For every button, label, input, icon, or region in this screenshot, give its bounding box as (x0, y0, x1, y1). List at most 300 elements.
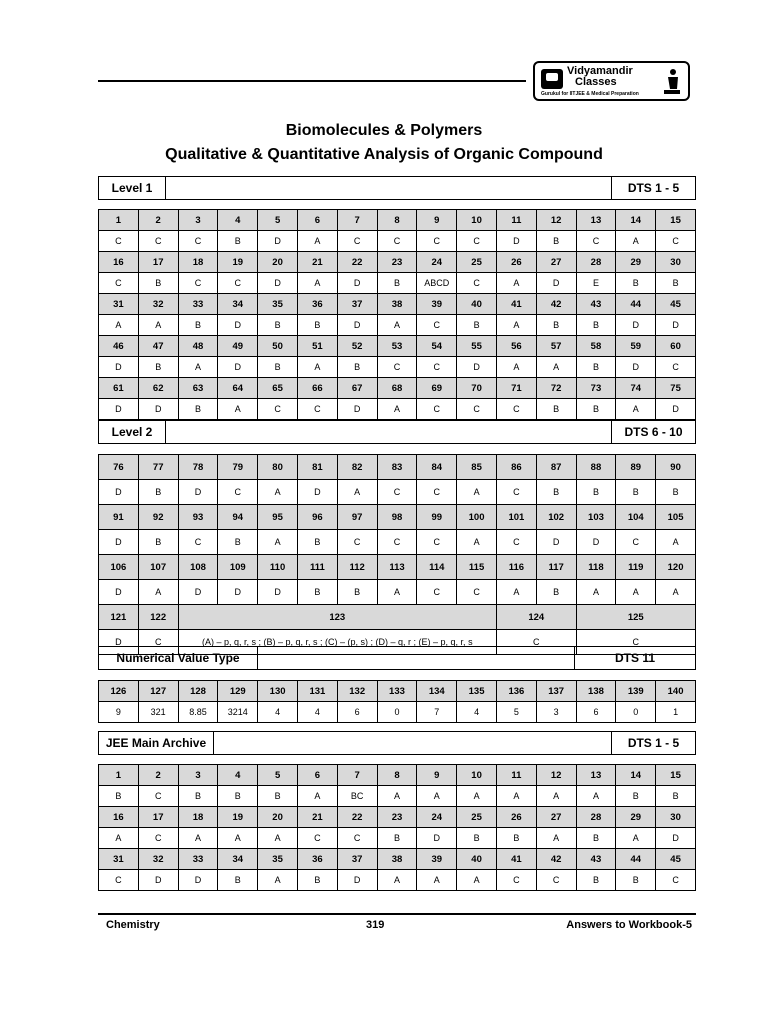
question-number: 98 (377, 505, 417, 530)
question-number: 138 (576, 681, 616, 702)
section-label: Numerical Value Type (99, 647, 258, 669)
answer-cell: 0 (616, 702, 656, 723)
answer-cell: B (616, 273, 656, 294)
answer-cell: A (99, 315, 139, 336)
answer-cell: C (576, 231, 616, 252)
logo-name (567, 66, 633, 88)
answer-cell: A (536, 786, 576, 807)
answer-cell: B (457, 828, 497, 849)
question-number: 44 (616, 294, 656, 315)
question-number: 33 (178, 294, 218, 315)
answer-row (99, 273, 696, 294)
question-number: 91 (99, 505, 139, 530)
answer-cell: D (99, 630, 139, 655)
logo-name-line1: Vidyamandir (567, 65, 633, 77)
answer-cell: D (99, 580, 139, 605)
book-icon (541, 69, 563, 89)
answer-cell: C (496, 630, 576, 655)
answer-cell: C (297, 828, 337, 849)
answer-cell: B (258, 315, 298, 336)
answer-cell: D (337, 315, 377, 336)
question-number: 80 (258, 455, 298, 480)
question-number: 78 (178, 455, 218, 480)
answer-cell: A (178, 357, 218, 378)
question-number: 14 (616, 765, 656, 786)
answer-cell: B (218, 231, 258, 252)
answer-cell: C (258, 399, 298, 420)
question-number: 28 (576, 252, 616, 273)
question-number: 56 (496, 336, 536, 357)
question-number: 140 (656, 681, 696, 702)
question-number: 112 (337, 555, 377, 580)
question-number: 13 (576, 210, 616, 231)
question-number: 26 (496, 252, 536, 273)
answer-cell: A (218, 828, 258, 849)
answer-cell: C (99, 273, 139, 294)
answer-cell: A (178, 828, 218, 849)
answer-cell: A (417, 870, 457, 891)
answer-cell: B (138, 480, 178, 505)
question-number: 49 (218, 336, 258, 357)
question-number: 73 (576, 378, 616, 399)
answer-cell: B (536, 231, 576, 252)
matrix-match-answer: (A) – p, q, r, s ; (B) – p, q, r, s ; (C) – (p, s) ; (D) – q, r ; (E) – p, q, r, s (178, 630, 496, 655)
answer-cell: A (218, 399, 258, 420)
dts-label: DTS 11 (574, 647, 695, 669)
answer-cell: A (377, 399, 417, 420)
answer-cell: C (656, 231, 696, 252)
answer-cell: B (297, 530, 337, 555)
answer-cell: 1 (656, 702, 696, 723)
question-number: 18 (178, 807, 218, 828)
question-number: 26 (496, 807, 536, 828)
question-number: 5 (258, 765, 298, 786)
answer-cell: C (656, 357, 696, 378)
question-number: 52 (337, 336, 377, 357)
question-number: 27 (536, 807, 576, 828)
question-number: 4 (218, 765, 258, 786)
answer-cell: B (616, 870, 656, 891)
answer-cell: A (99, 828, 139, 849)
answer-cell: 6 (576, 702, 616, 723)
footer-rule (98, 913, 696, 915)
question-number: 90 (656, 455, 696, 480)
answer-cell: A (258, 480, 298, 505)
question-number: 11 (496, 765, 536, 786)
page-subtitle: Qualitative & Quantitative Analysis of Organic Compound (165, 146, 603, 163)
question-number: 16 (99, 252, 139, 273)
answer-cell: 3214 (218, 702, 258, 723)
question-number-row (99, 455, 696, 480)
question-number: 131 (297, 681, 337, 702)
answer-cell: A (297, 786, 337, 807)
question-number: 14 (616, 210, 656, 231)
answer-row (99, 580, 696, 605)
teacher-figure-icon (662, 67, 682, 95)
question-number: 20 (258, 807, 298, 828)
question-number: 7 (337, 765, 377, 786)
answer-row (99, 480, 696, 505)
question-number: 133 (377, 681, 417, 702)
question-number: 109 (218, 555, 258, 580)
question-number: 29 (616, 252, 656, 273)
answer-cell: A (457, 870, 497, 891)
question-number: 93 (178, 505, 218, 530)
answer-cell: B (576, 315, 616, 336)
logo-name-line2: Classes (575, 76, 617, 88)
question-number: 12 (536, 210, 576, 231)
answer-cell: C (377, 530, 417, 555)
brand-logo (533, 61, 690, 101)
answer-cell: B (138, 357, 178, 378)
answer-cell: 6 (337, 702, 377, 723)
question-number: 32 (138, 849, 178, 870)
answer-cell: C (496, 399, 536, 420)
answer-cell: C (417, 530, 457, 555)
answer-cell: B (536, 315, 576, 336)
dts-label: DTS 6 - 10 (611, 421, 695, 443)
answer-cell: D (616, 315, 656, 336)
question-number: 130 (258, 681, 298, 702)
answer-cell: D (337, 399, 377, 420)
question-number: 1 (99, 765, 139, 786)
jee-header (98, 731, 696, 755)
question-number: 70 (457, 378, 497, 399)
question-number: 129 (218, 681, 258, 702)
answer-cell: D (178, 480, 218, 505)
question-number: 79 (218, 455, 258, 480)
question-number: 136 (496, 681, 536, 702)
answer-cell: D (218, 357, 258, 378)
question-number: 39 (417, 294, 457, 315)
question-number: 6 (297, 210, 337, 231)
question-number: 68 (377, 378, 417, 399)
answer-cell: B (616, 480, 656, 505)
answer-cell: B (576, 870, 616, 891)
answer-cell: B (536, 480, 576, 505)
answer-cell: D (656, 828, 696, 849)
answer-cell: A (496, 786, 536, 807)
answer-cell: C (138, 630, 178, 655)
answer-cell: D (258, 273, 298, 294)
question-number: 58 (576, 336, 616, 357)
answer-cell: A (297, 357, 337, 378)
question-number: 16 (99, 807, 139, 828)
question-number: 137 (536, 681, 576, 702)
answer-cell: C (138, 231, 178, 252)
question-number: 69 (417, 378, 457, 399)
question-number: 59 (616, 336, 656, 357)
question-number: 25 (457, 252, 497, 273)
question-number: 13 (576, 765, 616, 786)
answer-cell: C (377, 231, 417, 252)
answer-cell: B (536, 580, 576, 605)
answer-cell: B (576, 357, 616, 378)
question-number: 101 (496, 505, 536, 530)
answer-cell: B (496, 828, 536, 849)
question-number: 23 (377, 252, 417, 273)
answer-cell: D (536, 273, 576, 294)
question-number: 18 (178, 252, 218, 273)
question-number: 35 (258, 849, 298, 870)
question-number: 89 (616, 455, 656, 480)
answer-cell: C (417, 480, 457, 505)
answer-cell: A (616, 399, 656, 420)
question-number-row (99, 294, 696, 315)
question-number: 87 (536, 455, 576, 480)
answer-cell: B (337, 580, 377, 605)
answer-cell: C (417, 315, 457, 336)
answer-cell: A (377, 870, 417, 891)
question-number: 53 (377, 336, 417, 357)
answer-cell: B (656, 786, 696, 807)
question-number: 135 (457, 681, 497, 702)
question-number: 4 (218, 210, 258, 231)
answer-cell: D (258, 231, 298, 252)
question-number: 61 (99, 378, 139, 399)
answer-cell: D (99, 399, 139, 420)
question-number: 38 (377, 294, 417, 315)
answer-cell: 8.85 (178, 702, 218, 723)
answer-cell: A (377, 786, 417, 807)
answer-cell: 4 (297, 702, 337, 723)
question-number: 102 (536, 505, 576, 530)
question-number: 115 (457, 555, 497, 580)
question-number: 20 (258, 252, 298, 273)
answer-cell: A (138, 315, 178, 336)
question-number: 21 (297, 807, 337, 828)
question-number: 24 (417, 252, 457, 273)
footer-subject: Chemistry (106, 919, 160, 931)
answer-row (99, 702, 696, 723)
answer-row (99, 786, 696, 807)
answer-cell: A (656, 580, 696, 605)
question-number: 126 (99, 681, 139, 702)
numerical-header (98, 646, 696, 670)
question-number: 113 (377, 555, 417, 580)
question-number: 2 (138, 765, 178, 786)
question-number: 85 (457, 455, 497, 480)
answer-cell: 4 (457, 702, 497, 723)
question-number: 10 (457, 210, 497, 231)
answer-cell: C (218, 480, 258, 505)
question-number: 114 (417, 555, 457, 580)
question-number: 2 (138, 210, 178, 231)
answer-cell: B (576, 399, 616, 420)
answer-cell: BC (337, 786, 377, 807)
answer-cell: C (178, 231, 218, 252)
question-number: 63 (178, 378, 218, 399)
question-number: 139 (616, 681, 656, 702)
question-number: 41 (496, 849, 536, 870)
answer-cell: C (377, 357, 417, 378)
question-number: 1 (99, 210, 139, 231)
answer-cell: A (457, 786, 497, 807)
answer-cell: D (99, 357, 139, 378)
answer-cell: D (99, 480, 139, 505)
answer-cell: C (337, 530, 377, 555)
answer-cell: A (616, 828, 656, 849)
question-number: 37 (337, 294, 377, 315)
answer-cell: B (178, 399, 218, 420)
answer-cell: C (616, 530, 656, 555)
question-number: 50 (258, 336, 298, 357)
question-number: 37 (337, 849, 377, 870)
answer-cell: C (457, 231, 497, 252)
answer-cell: C (218, 273, 258, 294)
question-number: 76 (99, 455, 139, 480)
question-number: 34 (218, 294, 258, 315)
answer-cell: D (656, 315, 696, 336)
answer-cell: A (297, 273, 337, 294)
answer-cell: C (496, 870, 536, 891)
question-number-row (99, 765, 696, 786)
answer-cell: C (457, 273, 497, 294)
question-number-row (99, 555, 696, 580)
question-number: 51 (297, 336, 337, 357)
question-number: 82 (337, 455, 377, 480)
answer-cell: A (377, 580, 417, 605)
answer-cell: C (576, 630, 695, 655)
question-number: 54 (417, 336, 457, 357)
answer-cell: B (576, 480, 616, 505)
question-number: 108 (178, 555, 218, 580)
question-number-row (99, 681, 696, 702)
dts-label: DTS 1 - 5 (611, 177, 695, 199)
question-number: 30 (656, 252, 696, 273)
question-number: 134 (417, 681, 457, 702)
question-number: 46 (99, 336, 139, 357)
answer-cell: 7 (417, 702, 457, 723)
question-number: 38 (377, 849, 417, 870)
question-number: 9 (417, 765, 457, 786)
question-number: 62 (138, 378, 178, 399)
answer-cell: 9 (99, 702, 139, 723)
answer-cell: A (258, 530, 298, 555)
answer-cell: C (457, 580, 497, 605)
answer-cell: B (337, 357, 377, 378)
question-number: 33 (178, 849, 218, 870)
question-number: 96 (297, 505, 337, 530)
answer-cell: ABCD (417, 273, 457, 294)
answer-cell: A (616, 231, 656, 252)
answer-cell: A (258, 828, 298, 849)
question-number: 117 (536, 555, 576, 580)
question-number: 120 (656, 555, 696, 580)
section-label: JEE Main Archive (99, 732, 214, 754)
question-number: 128 (178, 681, 218, 702)
answer-cell: D (138, 399, 178, 420)
answer-cell: D (178, 870, 218, 891)
answer-cell: A (457, 480, 497, 505)
question-number: 71 (496, 378, 536, 399)
question-number-row (99, 252, 696, 273)
level2-header (98, 420, 696, 444)
question-number: 36 (297, 849, 337, 870)
question-number: 65 (258, 378, 298, 399)
question-number: 119 (616, 555, 656, 580)
question-number: 5 (258, 210, 298, 231)
question-number: 8 (377, 765, 417, 786)
question-number-row (99, 378, 696, 399)
answer-cell: C (536, 870, 576, 891)
answer-cell: A (457, 530, 497, 555)
level1-header (98, 176, 696, 200)
answer-cell: C (656, 870, 696, 891)
question-number: 106 (99, 555, 139, 580)
answer-cell: B (576, 828, 616, 849)
question-number: 7 (337, 210, 377, 231)
answer-cell: C (496, 480, 536, 505)
answer-cell: A (576, 580, 616, 605)
answer-cell: B (258, 357, 298, 378)
question-number: 19 (218, 807, 258, 828)
question-number: 107 (138, 555, 178, 580)
answer-cell: D (337, 870, 377, 891)
answer-cell: B (656, 480, 696, 505)
answer-row (99, 530, 696, 555)
question-number: 83 (377, 455, 417, 480)
answer-cell: 3 (536, 702, 576, 723)
question-number: 42 (536, 849, 576, 870)
question-number: 10 (457, 765, 497, 786)
page-title: Biomolecules & Polymers (285, 122, 483, 139)
section-label: Level 1 (99, 177, 166, 199)
question-number: 43 (576, 294, 616, 315)
question-number: 22 (337, 252, 377, 273)
question-number: 48 (178, 336, 218, 357)
question-number-row (99, 210, 696, 231)
answer-cell: B (138, 273, 178, 294)
answer-cell: D (218, 315, 258, 336)
answer-cell: C (457, 399, 497, 420)
answer-cell: B (218, 870, 258, 891)
answer-cell: B (297, 870, 337, 891)
question-number: 60 (656, 336, 696, 357)
question-number-row (99, 336, 696, 357)
question-number: 17 (138, 807, 178, 828)
answer-cell: D (656, 399, 696, 420)
question-number: 22 (337, 807, 377, 828)
logo-tagline: Gurukul for IITJEE & Medical Preparation (541, 91, 639, 97)
answer-cell: C (138, 786, 178, 807)
question-number: 104 (616, 505, 656, 530)
answer-cell: C (377, 480, 417, 505)
question-number: 81 (297, 455, 337, 480)
answer-cell: 0 (377, 702, 417, 723)
answer-cell: 4 (258, 702, 298, 723)
question-number: 27 (536, 252, 576, 273)
answer-row (99, 399, 696, 420)
numerical-answer-table (98, 680, 696, 723)
question-number: 84 (417, 455, 457, 480)
question-number: 29 (616, 807, 656, 828)
answer-cell: B (178, 786, 218, 807)
question-number: 23 (377, 807, 417, 828)
question-number: 43 (576, 849, 616, 870)
question-number: 94 (218, 505, 258, 530)
answer-cell: D (576, 530, 616, 555)
question-number-row (99, 807, 696, 828)
answer-cell: B (99, 786, 139, 807)
answer-cell: C (337, 231, 377, 252)
question-number: 86 (496, 455, 536, 480)
answer-cell: D (496, 231, 536, 252)
answer-cell: D (616, 357, 656, 378)
question-number: 11 (496, 210, 536, 231)
question-number: 34 (218, 849, 258, 870)
question-number: 122 (138, 605, 178, 630)
